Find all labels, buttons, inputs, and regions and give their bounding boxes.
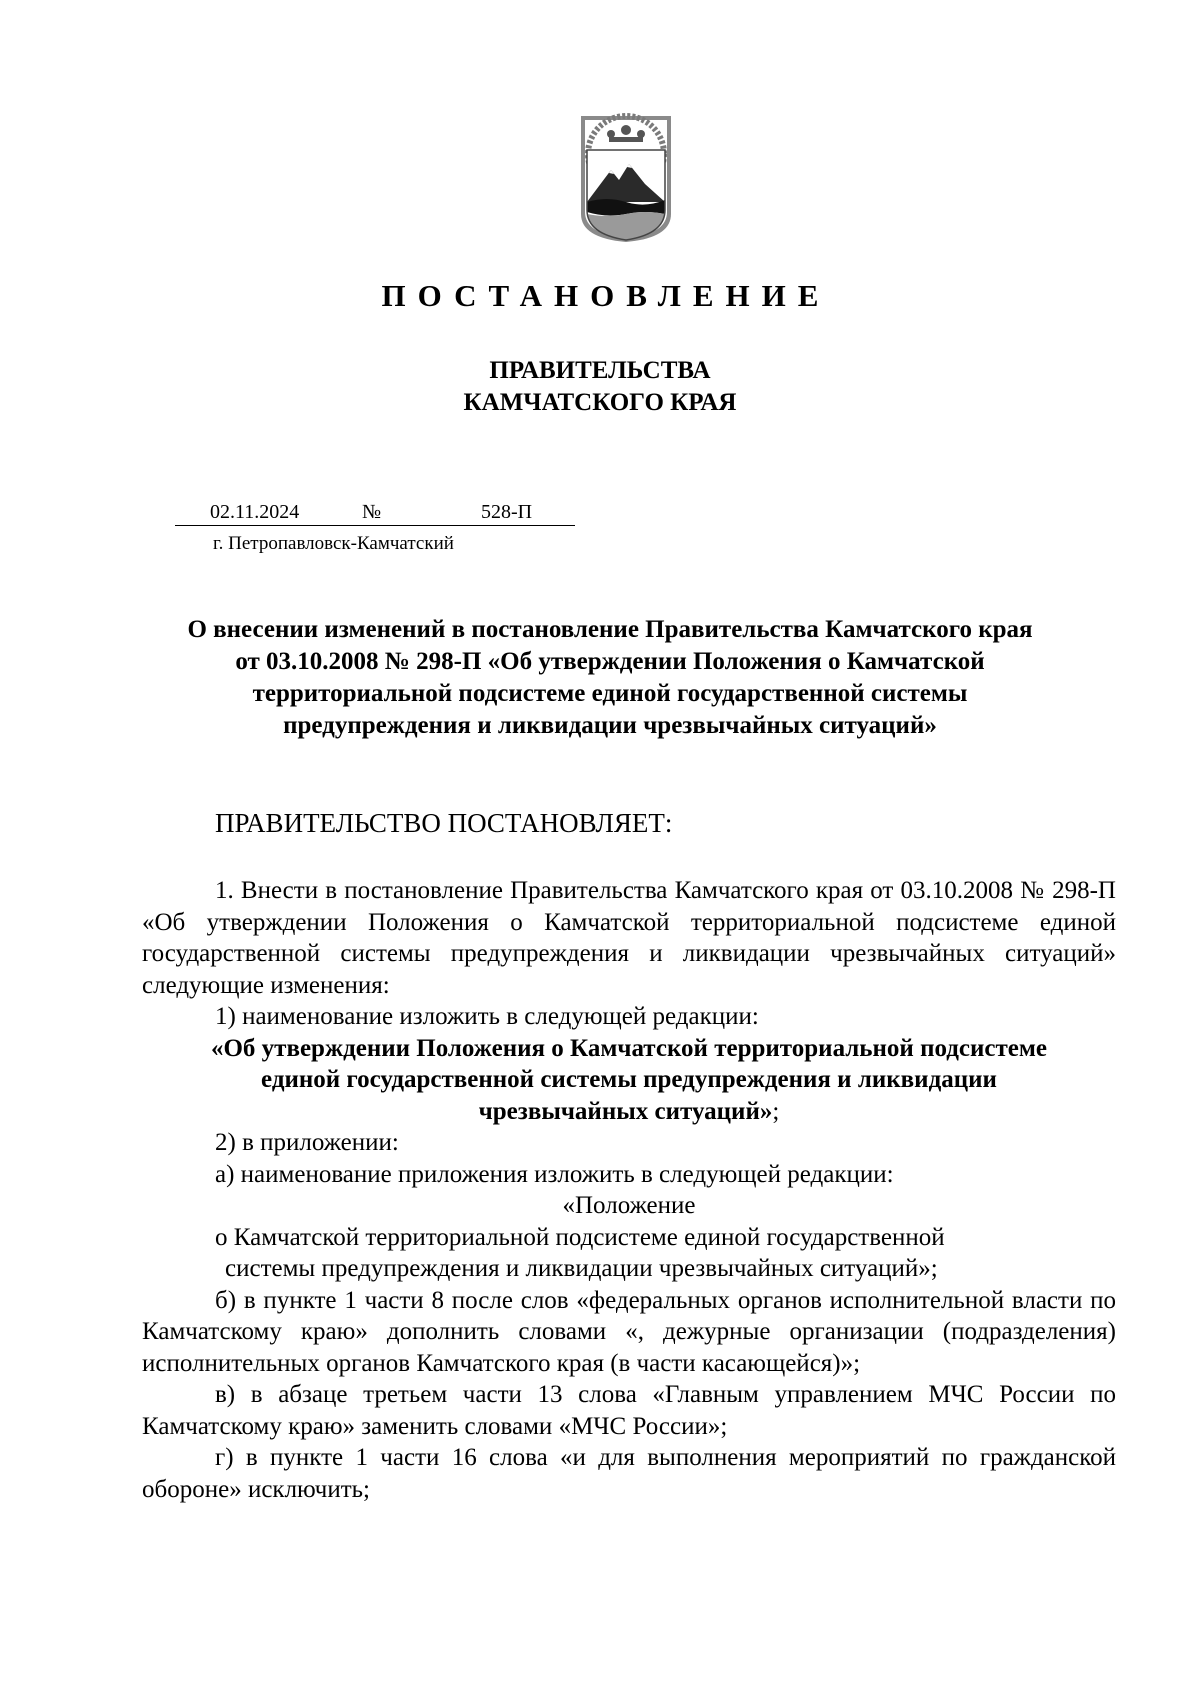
subject-line-3: территориальной подсистеме единой государственной системы (252, 680, 968, 707)
paragraph-5: а) наименование приложения изложить в следующей редакции: (215, 1160, 894, 1188)
new-title-line-1: «Об утверждении Положения о Камчатской территориальной подсистеме (210, 1034, 1048, 1062)
org-line-1: ПРАВИТЕЛЬСТВА (489, 357, 711, 384)
org-line-2: КАМЧАТСКОГО КРАЯ (463, 389, 737, 416)
appendix-title-line-2: о Камчатской территориальной подсистеме единой государственной (215, 1223, 945, 1251)
paragraph-g: г) в пункте 1 части 16 слова «и для выполнения мероприятий по гражданской обороне» исключить; (142, 1444, 1116, 1503)
subject-line-4: предупреждения и ликвидации чрезвычайных ситуаций» (283, 712, 937, 739)
new-title-block (142, 1033, 1116, 1128)
paragraph-2: 1) наименование изложить в следующей редакции: (215, 1003, 759, 1030)
paragraph-4: 2) в приложении: (215, 1129, 399, 1156)
date-underline (175, 525, 575, 526)
new-title-tail: ; (772, 1097, 780, 1125)
document-type-title: ПОСТАНОВЛЕНИЕ (381, 278, 831, 313)
document-date: 02.11.2024 (210, 501, 300, 523)
paragraph-v: в) в абзаце третьем части 13 слова «Главным управлением МЧС России по Камчатскому краю» заменить словами «МЧС России»; (142, 1381, 1116, 1440)
document-subject (130, 614, 1090, 742)
paragraph-b: б) в пункте 1 части 8 после слов «федеральных органов исполнительной власти по Камчатскому краю» дополнить словами «, дежурные организации (подразделения) исполнительных органов Камчатского края (в части касающейся)»; (142, 1286, 1116, 1377)
subject-line-1: О внесении изменений в постановление Правительства Камчатского края (187, 616, 1033, 643)
new-title-line-3: чрезвычайных ситуаций» (478, 1097, 773, 1125)
document-body (142, 875, 1116, 1505)
appendix-title-line-3: системы предупреждения и ликвидации чрезвычайных ситуаций»; (225, 1255, 938, 1282)
document-number: 528-П (481, 501, 533, 523)
decree-statement: ПРАВИТЕЛЬСТВО ПОСТАНОВЛЯЕТ: (215, 808, 673, 838)
subject-line-2: от 03.10.2008 № 298-П «Об утверждении Положения о Камчатской (235, 648, 985, 675)
paragraph-1: 1. Внести в постановление Правительства Камчатского края от 03.10.2008 № 298-П «Об утверждении Положения о Камчатской территориальной подсистеме единой государственной системы предупреждения и ликвидации чрезвычайных ситуаций» следующие изменения: (142, 877, 1116, 999)
new-title-line-2: единой государственной системы предупреждения и ликвидации (261, 1066, 997, 1093)
coat-of-arms-emblem (573, 110, 679, 242)
appendix-title: «Положение (562, 1192, 696, 1219)
issuing-organization (0, 355, 1200, 419)
number-sign: № (362, 501, 382, 523)
city-name: г. Петропавловск-Камчатский (213, 533, 454, 554)
